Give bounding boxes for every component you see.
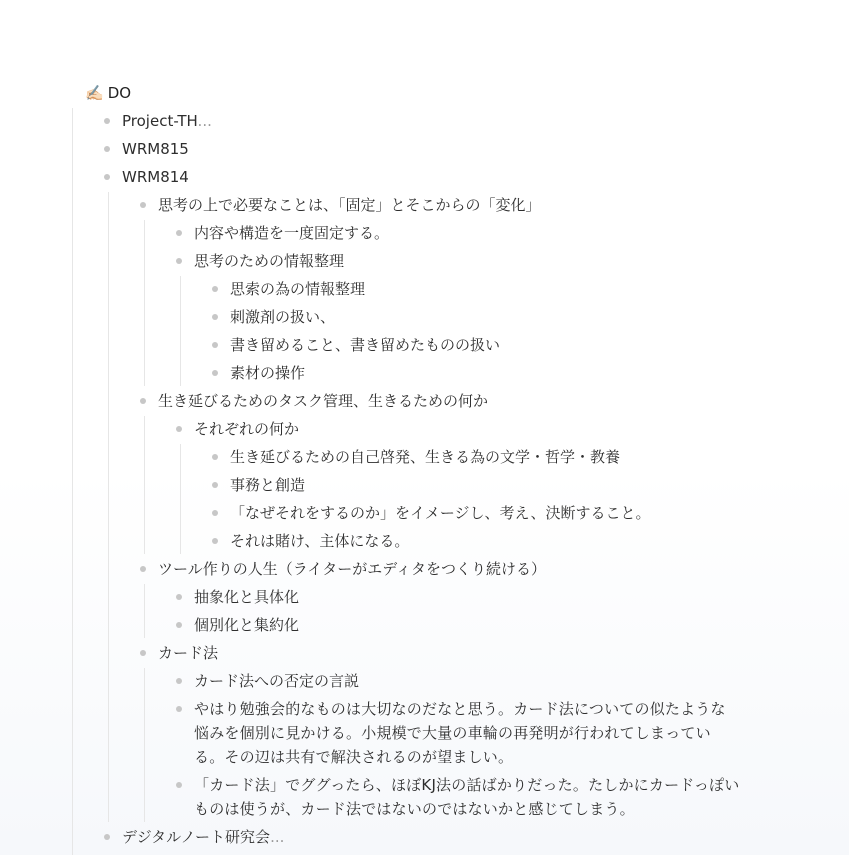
- collapsed-ellipsis: ...: [270, 828, 285, 846]
- item-label: 思索の為の情報整理: [230, 280, 366, 298]
- list-item[interactable]: [176, 585, 299, 609]
- bullet-icon[interactable]: [212, 342, 218, 348]
- indent-guide-wrm814: [108, 192, 109, 822]
- item-label: 「なぜそれをするのか」をイメージし、考え、決断すること。: [230, 504, 651, 522]
- list-item[interactable]: [176, 417, 299, 441]
- bullet-icon[interactable]: [212, 314, 218, 320]
- item-label: カード法への否定の言説: [194, 672, 360, 690]
- item-label-text: Project-TH: [122, 112, 198, 130]
- bullet-icon[interactable]: [176, 782, 182, 788]
- indent-guide-info-org: [180, 276, 181, 386]
- item-label: WRM814: [122, 168, 189, 186]
- indent-guide-card-method: [144, 668, 145, 822]
- list-item[interactable]: [212, 277, 365, 301]
- indent-guide-survival: [144, 416, 145, 554]
- item-label: 抽象化と具体化: [194, 588, 300, 606]
- item-label: それぞれの何か: [194, 420, 300, 438]
- item-label: 生き延びるための自己啓発、生きる為の文学・哲学・教養: [230, 448, 621, 466]
- indent-guide-fixed-change: [144, 220, 145, 386]
- bullet-icon[interactable]: [104, 118, 110, 124]
- bullet-icon[interactable]: [104, 146, 110, 152]
- list-item[interactable]: [140, 389, 488, 413]
- list-item[interactable]: [140, 193, 541, 217]
- item-label: 思考のための情報整理: [194, 252, 345, 270]
- item-label: やはり勉強会的なものは大切なのだなと思う。カード法についての似たような悩みを個別に見かける。小規模で大量の車輪の再発明が行われてしまっている。その辺は共有で解決されるのが望ましい。: [194, 700, 726, 766]
- list-item[interactable]: [176, 697, 740, 769]
- item-label: 生き延びるためのタスク管理、生きるための何か: [158, 392, 489, 410]
- bullet-icon[interactable]: [176, 622, 182, 628]
- item-label: カード法: [158, 644, 219, 662]
- bullet-icon[interactable]: [212, 482, 218, 488]
- item-label: 「カード法」でググったら、ほぼKJ法の話ばかりだった。たしかにカードっぽいものは使うが、カード法ではないのではないかと感じてしまう。: [194, 776, 740, 818]
- bullet-icon[interactable]: [212, 454, 218, 460]
- list-item[interactable]: [212, 529, 409, 553]
- bullet-icon[interactable]: [140, 398, 146, 404]
- item-label: [122, 109, 212, 133]
- item-label: ツール作りの人生（ライターがエディタをつくり続ける）: [158, 560, 547, 578]
- collapsed-ellipsis: ...: [197, 112, 212, 130]
- bullet-icon[interactable]: [176, 706, 182, 712]
- item-label: WRM815: [122, 140, 189, 158]
- bullet-icon[interactable]: [176, 594, 182, 600]
- bullet-icon[interactable]: [212, 370, 218, 376]
- item-label: 素材の操作: [230, 364, 306, 382]
- bullet-icon[interactable]: [140, 566, 146, 572]
- list-item[interactable]: [212, 445, 620, 469]
- list-item[interactable]: [140, 641, 218, 665]
- indent-guide-each-something: [180, 444, 181, 554]
- list-item[interactable]: [104, 109, 212, 133]
- item-label-text: デジタルノート研究会: [122, 828, 271, 846]
- list-item[interactable]: [176, 669, 359, 693]
- item-label: [122, 825, 284, 849]
- list-item[interactable]: [140, 557, 546, 581]
- item-label: 内容や構造を一度固定する。: [194, 224, 390, 242]
- list-item[interactable]: [212, 305, 335, 329]
- bullet-icon[interactable]: [212, 286, 218, 292]
- bullet-icon[interactable]: [212, 510, 218, 516]
- indent-guide-level-1: [72, 108, 73, 855]
- bullet-icon[interactable]: [176, 230, 182, 236]
- list-item[interactable]: [176, 773, 740, 821]
- item-label: それは賭け、主体になる。: [230, 532, 410, 550]
- list-item[interactable]: [104, 137, 189, 161]
- bullet-icon[interactable]: [104, 834, 110, 840]
- root-node-title[interactable]: [85, 82, 131, 104]
- bullet-icon[interactable]: [140, 650, 146, 656]
- list-item[interactable]: [212, 361, 305, 385]
- root-title-text: DO: [107, 84, 132, 102]
- item-label: 個別化と集約化: [194, 616, 300, 634]
- list-item[interactable]: [176, 613, 299, 637]
- list-item[interactable]: [176, 249, 344, 273]
- writing-hand-icon: ✍🏻: [85, 84, 104, 102]
- bullet-icon[interactable]: [176, 258, 182, 264]
- bullet-icon[interactable]: [176, 426, 182, 432]
- item-label: 思考の上で必要なことは、「固定」とそこからの「変化」: [158, 196, 541, 214]
- list-item[interactable]: [212, 473, 305, 497]
- list-item[interactable]: [104, 165, 189, 189]
- item-label: 刺激剤の扱い、: [230, 308, 336, 326]
- bullet-icon[interactable]: [176, 678, 182, 684]
- list-item[interactable]: [104, 825, 284, 849]
- list-item[interactable]: [176, 221, 389, 245]
- bullet-icon[interactable]: [104, 174, 110, 180]
- bullet-icon[interactable]: [212, 538, 218, 544]
- list-item[interactable]: [212, 333, 500, 357]
- item-label: 書き留めること、書き留めたものの扱い: [230, 336, 501, 354]
- list-item[interactable]: [212, 501, 650, 525]
- indent-guide-tool-life: [144, 584, 145, 638]
- item-label: 事務と創造: [230, 476, 306, 494]
- bullet-icon[interactable]: [140, 202, 146, 208]
